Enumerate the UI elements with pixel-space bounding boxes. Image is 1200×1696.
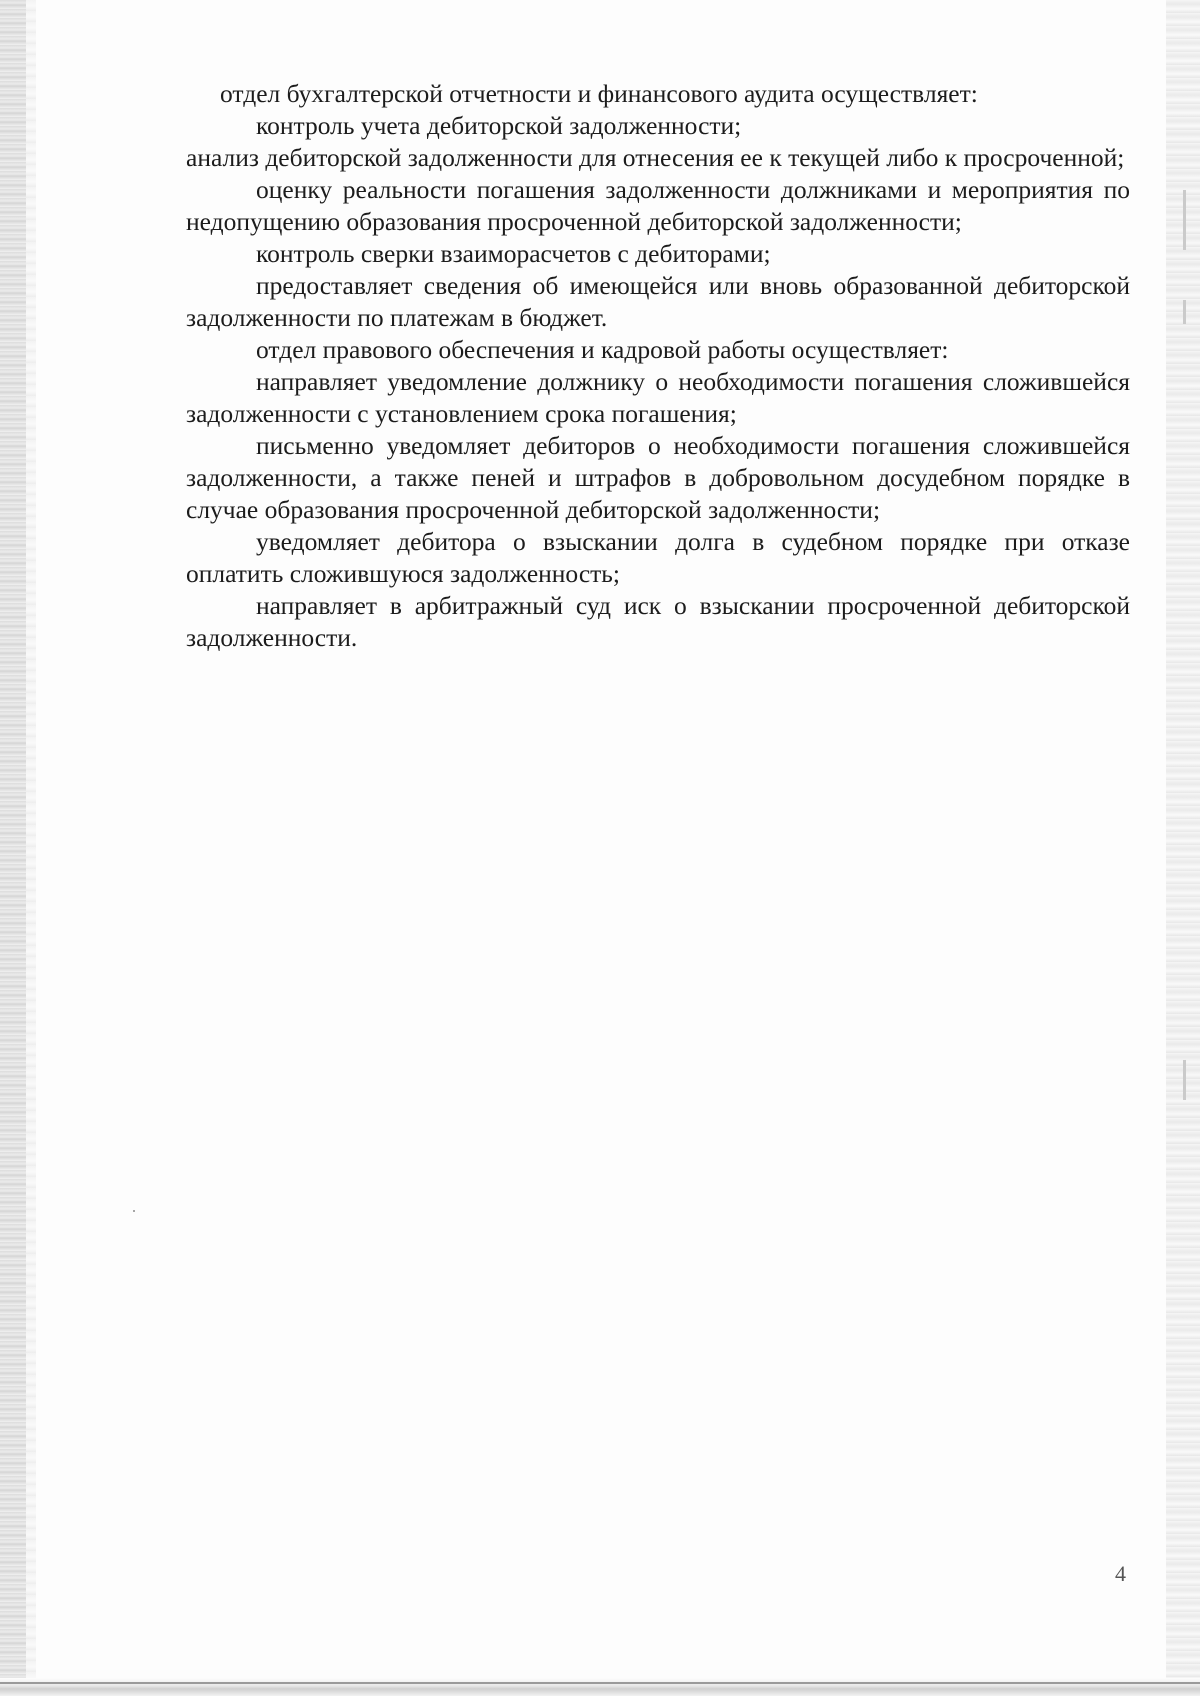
paragraph: контроль учета дебиторской задолженности; [256,111,742,140]
paragraph: отдел бухгалтерской отчетности и финансового аудита осуществляет: [220,79,978,108]
paragraph: направляет уведомление должнику о необходимости погашения сложившейся задолженности с установлением срока погашения; [186,367,1130,428]
scan-edge-left-shadow [26,0,36,1696]
scan-mark [1183,190,1186,250]
paragraph: письменно уведомляет дебиторов о необходимости погашения сложившейся задолженности, а также пеней и штрафов в добровольном досудебном порядке в случае образования просроченной дебиторской задолженности; [186,431,1130,524]
page-number: 4 [1115,1561,1126,1586]
paragraph: уведомляет дебитора о взыскании долга в судебном порядке при отказе оплатить сложившуюся задолженность; [186,527,1130,588]
scan-edge-right [1166,0,1200,1696]
document-body [186,78,1130,654]
paragraph: направляет в арбитражный суд иск о взыскании просроченной дебиторской задолженности. [186,591,1130,652]
paragraph: анализ дебиторской задолженности для отнесения ее к текущей либо к просроченной; [186,143,1125,172]
paragraph: предоставляет сведения об имеющейся или вновь образованной дебиторской задолженности по платежам в бюджет. [186,271,1130,332]
paragraph: отдел правового обеспечения и кадровой работы осуществляет: [256,335,949,364]
paragraph: оценку реальности погашения задолженности должниками и мероприятия по недопущению образования просроченной дебиторской задолженности; [186,175,1130,236]
scan-mark [1183,300,1186,324]
scan-bottom-line [0,1682,1200,1684]
scan-speck [133,1210,135,1212]
scan-edge-left [0,0,26,1696]
paragraph: контроль сверки взаиморасчетов с дебиторами; [256,239,771,268]
scan-mark [1183,1060,1186,1100]
scan-edge-bottom [0,1678,1200,1696]
